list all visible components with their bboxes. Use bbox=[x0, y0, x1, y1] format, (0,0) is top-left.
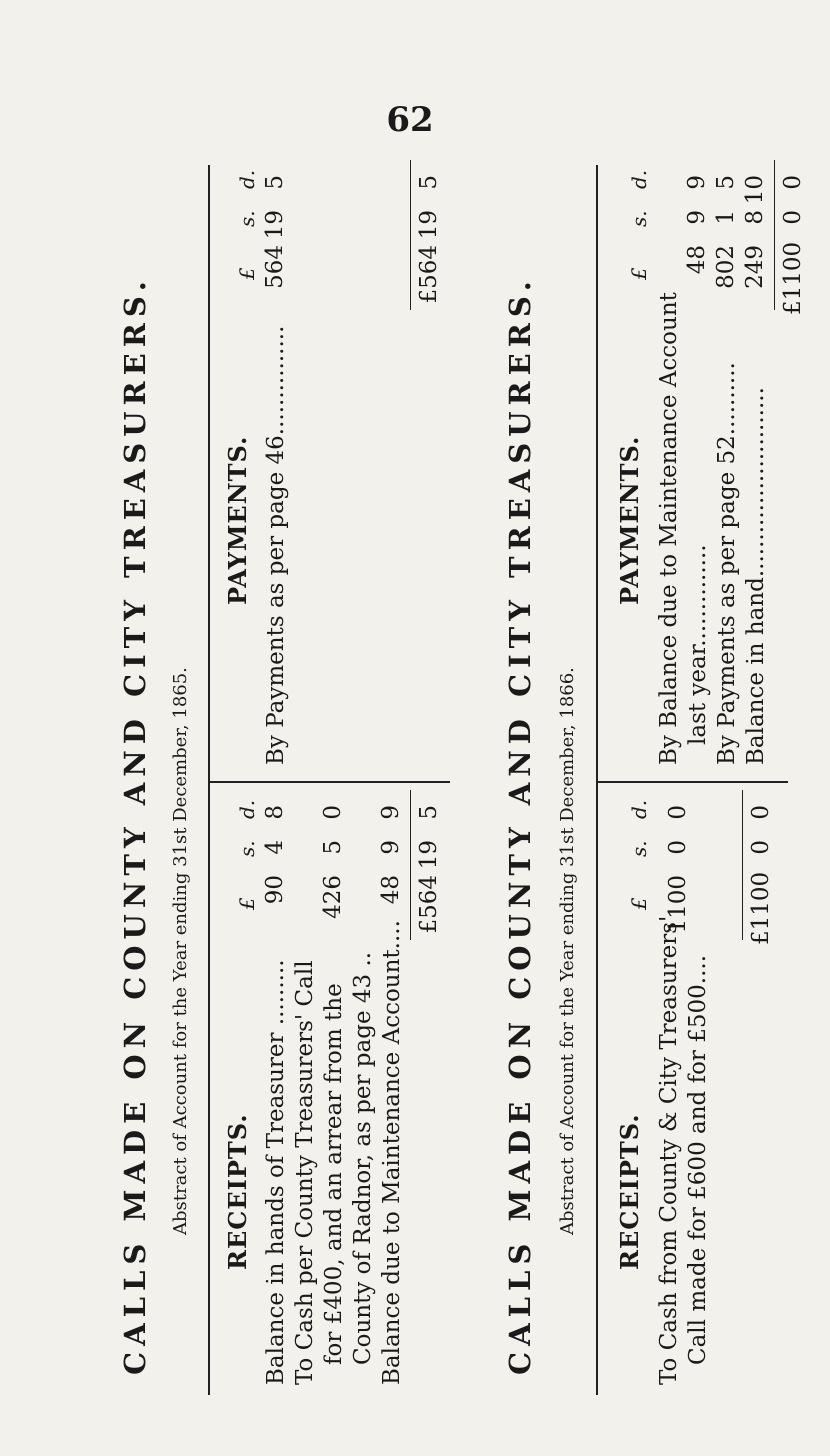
table-rule bbox=[208, 165, 210, 1395]
pounds-total: £1100 bbox=[748, 871, 774, 945]
shillings-header: s. bbox=[235, 210, 259, 227]
shillings-header: s. bbox=[235, 840, 259, 857]
pounds-total: £564 bbox=[416, 875, 442, 934]
pounds-total: £1100 bbox=[780, 241, 806, 315]
pounds-header: £ bbox=[627, 267, 651, 280]
pence-value: 10 bbox=[742, 175, 768, 205]
shillings-value: 1 bbox=[713, 210, 739, 225]
pounds-value: 564 bbox=[262, 245, 288, 289]
shillings-value: 9 bbox=[378, 840, 404, 855]
pence-header: d. bbox=[235, 169, 259, 189]
pence-value: 5 bbox=[262, 175, 288, 190]
pence-header: d. bbox=[235, 799, 259, 819]
payment-line: last year.............. bbox=[685, 544, 711, 745]
pence-total: 0 bbox=[748, 805, 774, 820]
pounds-header: £ bbox=[627, 897, 651, 910]
receipt-line: To Cash from County & City Treasurers' bbox=[656, 915, 682, 1385]
column-divider bbox=[210, 781, 450, 783]
pence-value: 9 bbox=[378, 805, 404, 820]
shillings-value: 19 bbox=[262, 210, 288, 240]
pounds-total: £564 bbox=[416, 245, 442, 304]
pence-value: 0 bbox=[320, 805, 346, 820]
table-rule bbox=[596, 165, 598, 1395]
pence-total: 5 bbox=[416, 805, 442, 820]
pounds-value: 426 bbox=[320, 875, 346, 919]
payment-line: By Balance due to Maintenance Account bbox=[656, 292, 682, 765]
receipts-heading: RECEIPTS. bbox=[223, 1113, 252, 1270]
receipt-amount bbox=[665, 785, 694, 945]
rotated-page-content bbox=[30, 65, 830, 1395]
receipt-amount bbox=[378, 785, 407, 945]
payment-amount bbox=[742, 155, 771, 315]
pounds-value: 802 bbox=[713, 245, 739, 289]
payments-total bbox=[416, 155, 445, 315]
statement-subtitle: Abstract of Account for the Year ending 31st December, 1865. bbox=[170, 667, 191, 1235]
total-rule bbox=[410, 790, 411, 940]
receipt-line: Call made for £600 and for £500.... bbox=[685, 954, 711, 1365]
pounds-value: 90 bbox=[262, 875, 288, 905]
pence-header: d. bbox=[627, 799, 651, 819]
shillings-value: 4 bbox=[262, 840, 288, 855]
payments-heading: PAYMENTS. bbox=[223, 435, 252, 605]
shillings-value: 8 bbox=[742, 210, 768, 225]
payment-amount bbox=[713, 155, 742, 315]
pounds-value: 48 bbox=[684, 245, 710, 275]
payment-line: By Payments as per page 52.......... bbox=[714, 362, 740, 765]
pounds-value: 48 bbox=[378, 875, 404, 905]
pounds-value: 1100 bbox=[665, 875, 691, 934]
statement-subtitle: Abstract of Account for the Year ending 31st December, 1866. bbox=[557, 667, 578, 1235]
pounds-value: 249 bbox=[742, 245, 768, 289]
total-rule bbox=[774, 160, 775, 310]
pence-total: 5 bbox=[416, 175, 442, 190]
payment-line: Balance in hand.......................... bbox=[743, 387, 769, 765]
shillings-total: 19 bbox=[416, 840, 442, 870]
receipt-line: Balance in hands of Treasurer ......... bbox=[263, 959, 289, 1385]
total-rule bbox=[410, 160, 411, 310]
pence-header: d. bbox=[627, 169, 651, 189]
receipt-line: Balance due to Maintenance Account.... bbox=[379, 920, 405, 1385]
pence-value: 9 bbox=[684, 175, 710, 190]
shillings-header: s. bbox=[627, 210, 651, 227]
receipt-line: for £400, and an arrear from the bbox=[321, 983, 347, 1365]
pence-value: 0 bbox=[665, 805, 691, 820]
statement-title: CALLS MADE ON COUNTY AND CITY TREASURERS. bbox=[503, 275, 537, 1375]
shillings-total: 19 bbox=[416, 210, 442, 240]
payments-total bbox=[780, 155, 809, 315]
shillings-value: 0 bbox=[665, 840, 691, 855]
payment-line: By Payments as per page 46............... bbox=[263, 325, 289, 765]
shillings-total: 0 bbox=[748, 840, 774, 855]
shillings-value: 9 bbox=[684, 210, 710, 225]
receipt-line: County of Radnor, as per page 43 .. bbox=[350, 951, 376, 1365]
total-rule bbox=[742, 790, 743, 940]
shillings-header: s. bbox=[627, 840, 651, 857]
receipt-amount bbox=[262, 785, 291, 945]
pounds-header: £ bbox=[235, 897, 259, 910]
pence-total: 0 bbox=[780, 175, 806, 190]
pence-value: 5 bbox=[713, 175, 739, 190]
shillings-value: 5 bbox=[320, 840, 346, 855]
receipts-total bbox=[416, 785, 445, 945]
receipts-heading: RECEIPTS. bbox=[615, 1113, 644, 1270]
payment-amount bbox=[684, 155, 713, 315]
page-number: 62 bbox=[386, 100, 434, 140]
pence-value: 8 bbox=[262, 805, 288, 820]
statement-title: CALLS MADE ON COUNTY AND CITY TREASURERS. bbox=[118, 275, 152, 1375]
pounds-header: £ bbox=[235, 267, 259, 280]
column-divider bbox=[598, 781, 788, 783]
receipt-amount bbox=[320, 785, 349, 945]
payments-heading: PAYMENTS. bbox=[615, 435, 644, 605]
receipts-total bbox=[748, 785, 777, 945]
receipt-line: To Cash per County Treasurers' Call bbox=[292, 960, 318, 1385]
shillings-total: 0 bbox=[780, 210, 806, 225]
payment-amount bbox=[262, 155, 291, 315]
